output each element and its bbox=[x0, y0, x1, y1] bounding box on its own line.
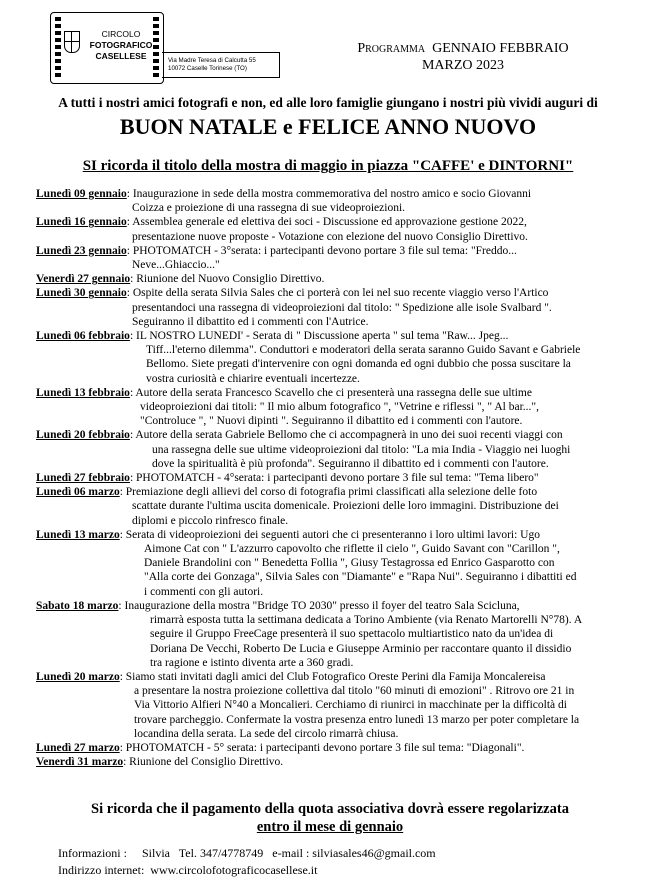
event-date: Lunedì 20 febbraio bbox=[36, 429, 130, 442]
event-separator: : bbox=[129, 429, 136, 442]
event-item bbox=[36, 670, 624, 741]
website-link[interactable]: www.circolofotograficocasellese.it bbox=[150, 863, 318, 877]
event-text-line: Doriana De Vecchi, Roberto De Lucia e Giuseppe Arminio per raccontare quanto il dissidio bbox=[150, 642, 572, 655]
event-text-line: i commenti con gli autori. bbox=[144, 585, 264, 598]
event-text-line: diplomi e piccolo rinfresco finale. bbox=[132, 514, 289, 527]
event-text-line: Autore della serata Gabriele Bellomo che ci accompagnerà in uno dei suoi recenti viaggi con bbox=[135, 429, 563, 442]
payment-reminder bbox=[36, 800, 624, 836]
contact-row bbox=[58, 845, 436, 862]
event-separator: : bbox=[129, 472, 137, 485]
event-text-line: PHOTOMATCH - 4°serata: i partecipanti devono portare 3 file sul tema: "Tema libero" bbox=[136, 472, 539, 485]
event-text-line: Aimone Cat con " L'azzurro capovolto che riflette il cielo ", Guido Savant con "Carillon ", bbox=[144, 543, 560, 556]
film-perforation-left bbox=[55, 17, 61, 79]
event-separator: : bbox=[130, 273, 137, 286]
event-text-line: a presentare la nostra proiezione collettiva dal titolo "60 minuti di emozioni" . Ritrovo ore 21 in bbox=[134, 685, 575, 698]
event-text-line: scattate durante l'ultima uscita domenicale. Proiezioni delle loro immagini. Distribuzione dei bbox=[132, 500, 559, 513]
event-date: Lunedì 27 febbraio bbox=[36, 472, 130, 485]
event-text-line: PHOTOMATCH - 5° serata: i partecipanti devono portare 3 file sul tema: "Diagonali". bbox=[125, 741, 525, 754]
event-list bbox=[36, 187, 624, 769]
payment-line-1: Si ricorda che il pagamento della quota associativa dovrà essere regolarizzata bbox=[91, 801, 569, 817]
event-separator: : bbox=[129, 330, 137, 343]
contact-phone: Tel. 347/4778749 bbox=[178, 846, 264, 860]
event-text-line: Tiff...l'eterno dilemma". Conduttori e moderatori della serata saranno Guido Savant e Gabriele bbox=[146, 344, 581, 357]
event-item bbox=[36, 528, 624, 599]
club-logo bbox=[50, 12, 280, 84]
event-text-line: tra ragione e istinto diventa arte a 360 gradi. bbox=[150, 656, 354, 669]
event-text-line: Seguiranno il dibattito ed i commenti con l'Autrice. bbox=[132, 315, 369, 328]
event-text-line: Daniele Brandolini con " Benedetta Follia ", Giusy Testagrossa ed Enrico Gasparotto con bbox=[144, 557, 555, 570]
event-date: Lunedì 16 gennaio bbox=[36, 216, 127, 229]
event-item bbox=[36, 599, 624, 670]
event-date: Lunedì 09 gennaio bbox=[36, 188, 127, 200]
event-date: Lunedì 13 marzo bbox=[36, 528, 120, 541]
event-text-line: una rassegna delle sue ultime videoproiezioni dal titolo: "La mia India - Viaggio nei luoghi bbox=[152, 443, 571, 456]
event-date: Venerdì 27 gennaio bbox=[36, 273, 131, 286]
event-date: Lunedì 06 febbraio bbox=[36, 330, 130, 343]
coat-of-arms-icon bbox=[64, 31, 80, 53]
event-text-line: Inaugurazione della mostra "Bridge TO 2030" presso il foyer del teatro Sala Scicluna, bbox=[124, 599, 520, 612]
event-date: Sabato 18 marzo bbox=[36, 599, 119, 612]
event-item bbox=[36, 286, 624, 329]
event-separator: : bbox=[118, 599, 125, 612]
greeting-text: A tutti i nostri amici fotografi e non, ed alle loro famiglie giungano i nostri più vividi auguri di bbox=[58, 95, 598, 110]
contact-info bbox=[58, 845, 436, 879]
event-text-line: presentazione nuove proposte - Votazione con elezione del nuovo Consiglio Direttivo. bbox=[132, 230, 528, 243]
logo-line-3: CASELLESE bbox=[95, 51, 147, 61]
event-text-line: Assemblea generale ed elettiva dei soci - Discussione ed approvazione gestione 2022, bbox=[132, 216, 527, 229]
event-text-line: vostra curiosità e chiarire eventuali incertezze. bbox=[146, 372, 360, 385]
event-text-line: Neve...Ghiaccio..." bbox=[132, 259, 220, 272]
event-date: Lunedì 30 gennaio bbox=[36, 287, 127, 300]
event-text-line: Autore della serata Francesco Scavello che ci presenterà una rassegna delle sue ultime bbox=[135, 386, 532, 399]
contact-label: Informazioni : bbox=[58, 846, 127, 860]
event-separator: : bbox=[119, 528, 126, 541]
event-text-line: dove la spiritualità è più profonda". Seguiranno il dibattito ed i commenti con l'autore. bbox=[152, 457, 549, 470]
event-item bbox=[36, 471, 624, 485]
event-separator: : bbox=[119, 670, 126, 683]
event-text-line: "Controluce ", " Nuovi dipinti ". Seguiranno il dibattito ed i commenti con l'autore. bbox=[140, 415, 523, 428]
address-line-2: 10072 Caselle Torinese (TO) bbox=[168, 65, 247, 72]
website-label: Indirizzo internet: bbox=[58, 863, 145, 877]
event-text-line: Via Vittorio Alfieri N°40 a Moncalieri. Cerchiamo di riunirci in macchinate per la difficoltà di bbox=[134, 699, 567, 712]
event-text-line: "Alla corte dei Gonzaga", Silvia Sales con "Diamante" e "Rapa Nui". Seguiranno i dibattiti ed bbox=[144, 571, 577, 584]
event-text-line: seguire il Gruppo FreeCage presenterà il suo spettacolo multiartistico nato da un'idea di bbox=[150, 628, 554, 641]
event-item bbox=[36, 428, 624, 471]
event-text-line: Premiazione degli allievi del corso di fotografia primi classificati alla selezione delle foto bbox=[125, 486, 538, 499]
program-title bbox=[318, 40, 608, 74]
event-item bbox=[36, 485, 624, 528]
exhibition-reminder: SI ricorda il titolo della mostra di maggio in piazza "CAFFE' e DINTORNI" bbox=[82, 158, 574, 174]
event-text-line: videoproiezioni dai titoli: " Il mio album fotografico ", "Vetrine e riflessi ", " Al bar...", bbox=[140, 401, 539, 414]
program-label: Programma bbox=[357, 41, 426, 56]
event-text-line: IL NOSTRO LUNEDI' - Serata di " Discussione aperta " sul tema "Raw... Jpeg... bbox=[136, 330, 509, 343]
email-label: e-mail : bbox=[272, 846, 310, 860]
event-separator: : bbox=[126, 287, 133, 300]
event-item bbox=[36, 215, 624, 243]
event-text-line: PHOTOMATCH - 3°serata: i partecipanti devono portare 3 file sul tema: "Freddo... bbox=[132, 244, 517, 257]
event-text-line: trovare parcheggio. Confermate la vostra presenza entro lunedì 13 marzo per poter completare la bbox=[134, 713, 580, 726]
event-text-line: locandina della serata. La sede del circolo rimarrà chiusa. bbox=[134, 727, 399, 740]
event-date: Lunedì 13 febbraio bbox=[36, 386, 130, 399]
event-text-line: Inaugurazione in sede della mostra commemorativa del nostro amico e socio Giovanni bbox=[132, 188, 532, 200]
event-text-line: rimarrà esposta tutta la settimana dedicata a Torino Ambiente (via Renato Martorelli N°78). A bbox=[150, 614, 583, 627]
event-separator: : bbox=[126, 216, 133, 229]
event-item bbox=[36, 244, 624, 272]
event-text-line: Siamo stati invitati dagli amici del Club Fotografico Oreste Perini dla Famija Moncalereisa bbox=[125, 670, 546, 683]
event-separator: : bbox=[126, 244, 133, 257]
event-text-line: Bellomo. Siete pregati d'intervenire con ogni domanda ed ogni dubbio che possa suscitare la bbox=[146, 358, 571, 371]
logo-club-name bbox=[79, 29, 163, 62]
event-text-line: Coizza e proiezione di una rassegna di sue videoproiezioni. bbox=[132, 202, 406, 215]
address-line-1: Via Madre Teresa di Calcutta 55 bbox=[168, 57, 256, 64]
event-item bbox=[36, 741, 624, 755]
event-text-line: Ospite della serata Silvia Sales che ci porterà con lei nel suo recente viaggio verso l'Artico bbox=[132, 287, 549, 300]
logo-address bbox=[162, 52, 280, 78]
event-date: Lunedì 23 gennaio bbox=[36, 244, 127, 257]
event-date: Lunedì 27 marzo bbox=[36, 741, 120, 754]
event-item bbox=[36, 187, 624, 215]
contact-email[interactable]: silviasales46@gmail.com bbox=[312, 846, 436, 860]
event-date: Lunedì 06 marzo bbox=[36, 486, 120, 499]
event-separator: : bbox=[129, 386, 136, 399]
event-separator: : bbox=[123, 756, 130, 769]
event-separator: : bbox=[119, 741, 126, 754]
logo-line-2: FOTOGRAFICO bbox=[89, 40, 153, 50]
event-text-line: Serata di videoproiezioni dei seguenti autori che ci presenteranno i loro ultimi lavori: Ugo bbox=[125, 528, 540, 541]
event-text-line: Riunione del Nuovo Consiglio Direttivo. bbox=[136, 273, 325, 286]
logo-line-1: CIRCOLO bbox=[101, 29, 141, 39]
contact-name: Silvia bbox=[141, 846, 170, 860]
event-text-line: presentandoci una rassegna di videoproiezioni dal titolo: " Spedizione alle isole Svalbard ". bbox=[132, 301, 552, 314]
event-item bbox=[36, 755, 624, 769]
event-separator: : bbox=[126, 188, 133, 200]
website-row bbox=[58, 862, 436, 879]
event-separator: : bbox=[119, 486, 126, 499]
program-months-2: MARZO 2023 bbox=[421, 58, 505, 73]
event-date: Venerdì 31 marzo bbox=[36, 756, 124, 769]
event-item bbox=[36, 272, 624, 286]
event-item bbox=[36, 386, 624, 429]
event-text-line: Riunione del Consiglio Direttivo. bbox=[129, 756, 284, 769]
headline: BUON NATALE e FELICE ANNO NUOVO bbox=[119, 114, 537, 139]
film-frame-logo-icon bbox=[50, 12, 164, 84]
payment-line-2: entro il mese di gennaio bbox=[256, 819, 404, 835]
event-date: Lunedì 20 marzo bbox=[36, 670, 120, 683]
event-item bbox=[36, 329, 624, 386]
program-months-1: GENNAIO FEBBRAIO bbox=[432, 41, 569, 56]
